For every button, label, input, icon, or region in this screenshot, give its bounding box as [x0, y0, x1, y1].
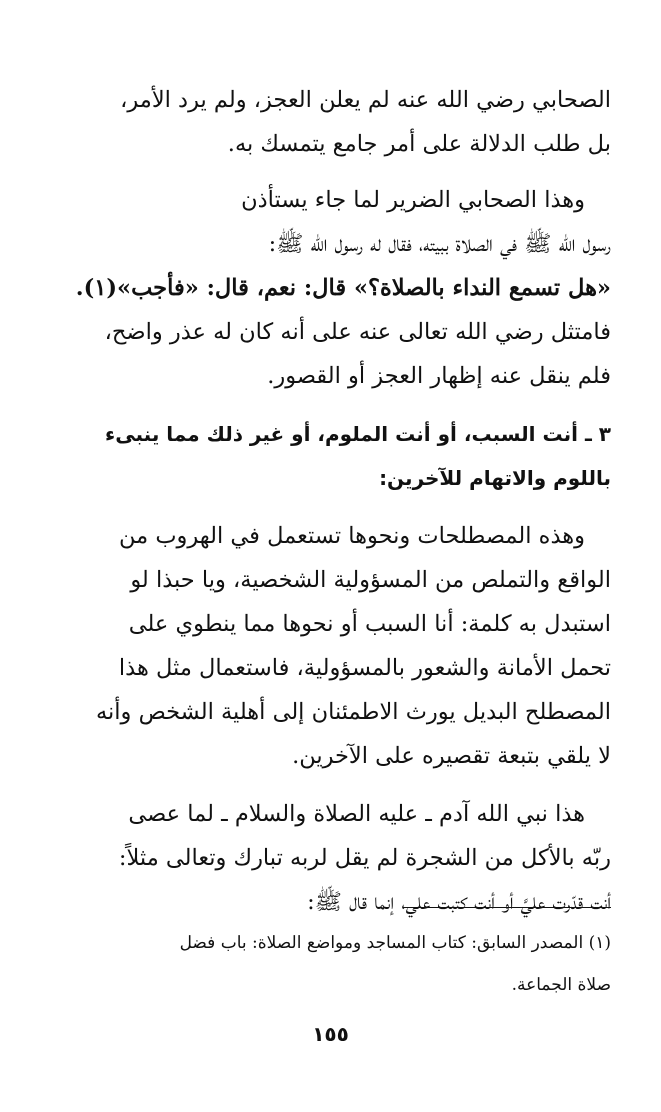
paragraph-line: المصطلح البديل يورث الاطمئنان إلى أهلية الشخص وأنه — [95, 699, 611, 725]
hadith-quote-line: «هل تسمع النداء بالصلاة؟» قال: نعم، قال: «فأجب»(١). — [75, 275, 611, 301]
paragraph-line: بل طلب الدلالة على أمر جامع يتمسك به. — [227, 131, 611, 157]
paragraph-line: فلم ينقل عنه إظهار العجز أو القصور. — [267, 363, 611, 389]
paragraph-line: الواقع والتملص من المسؤولية الشخصية، ويا حبذا لو — [130, 567, 611, 593]
paragraph-line: لا يلقي بتبعة تقصيره على الآخرين. — [292, 743, 611, 769]
paragraph-2 — [51, 178, 611, 398]
paragraph-line: الصحابي رضي الله عنه لم يعلن العجز، ولم يرد الأمر، — [120, 87, 611, 113]
paragraph-line: فامتثل رضي الله تعالى عنه على أنه كان له عذر واضح، — [104, 319, 611, 345]
paragraph-4 — [51, 792, 611, 924]
paragraph-1 — [51, 78, 611, 166]
paragraph-line: رسول الله ﷺ في الصلاة ببيته، فقال له رسول الله ﷺ: — [268, 231, 611, 257]
paragraph-line: استبدل به كلمة: أنا السبب أو نحوها مما ينطوي على — [128, 611, 611, 637]
paragraph-line: وهذه المصطلحات ونحوها تستعمل في الهروب من — [119, 523, 585, 549]
paragraph-line: هذا نبي الله آدم ـ عليه الصلاة والسلام ـ لما عصى — [128, 801, 585, 827]
paragraph-3 — [51, 514, 611, 778]
paragraph-line: ربّه بالأكل من الشجرة لم يقل لربه تبارك وتعالى مثلاً: — [118, 845, 611, 871]
footnote — [51, 922, 611, 1006]
footnote-line: (١) المصدر السابق: كتاب المساجد ومواضع الصلاة: باب فضل — [179, 933, 611, 953]
page-number: ١٥٥ — [312, 1022, 349, 1046]
page-body — [51, 78, 611, 924]
section-heading-line: ٣ ـ أنت السبب، أو أنت الملوم، أو غير ذلك مما ينبىء — [105, 422, 611, 446]
footnote-divider — [403, 907, 611, 908]
paragraph-line: وهذا الصحابي الضرير لما جاء يستأذن — [241, 187, 585, 213]
footnote-line: صلاة الجماعة. — [511, 975, 611, 995]
section-heading-line: باللوم والاتهام للآخرين: — [379, 466, 611, 490]
paragraph-line: تحمل الأمانة والشعور بالمسؤولية، فاستعمال مثل هذا — [118, 655, 611, 681]
section-heading — [51, 412, 611, 500]
paragraph-line: أنت قدّرت عليَّ أو أنت كتبت علي، إنما قال ﷺ: — [307, 889, 611, 915]
